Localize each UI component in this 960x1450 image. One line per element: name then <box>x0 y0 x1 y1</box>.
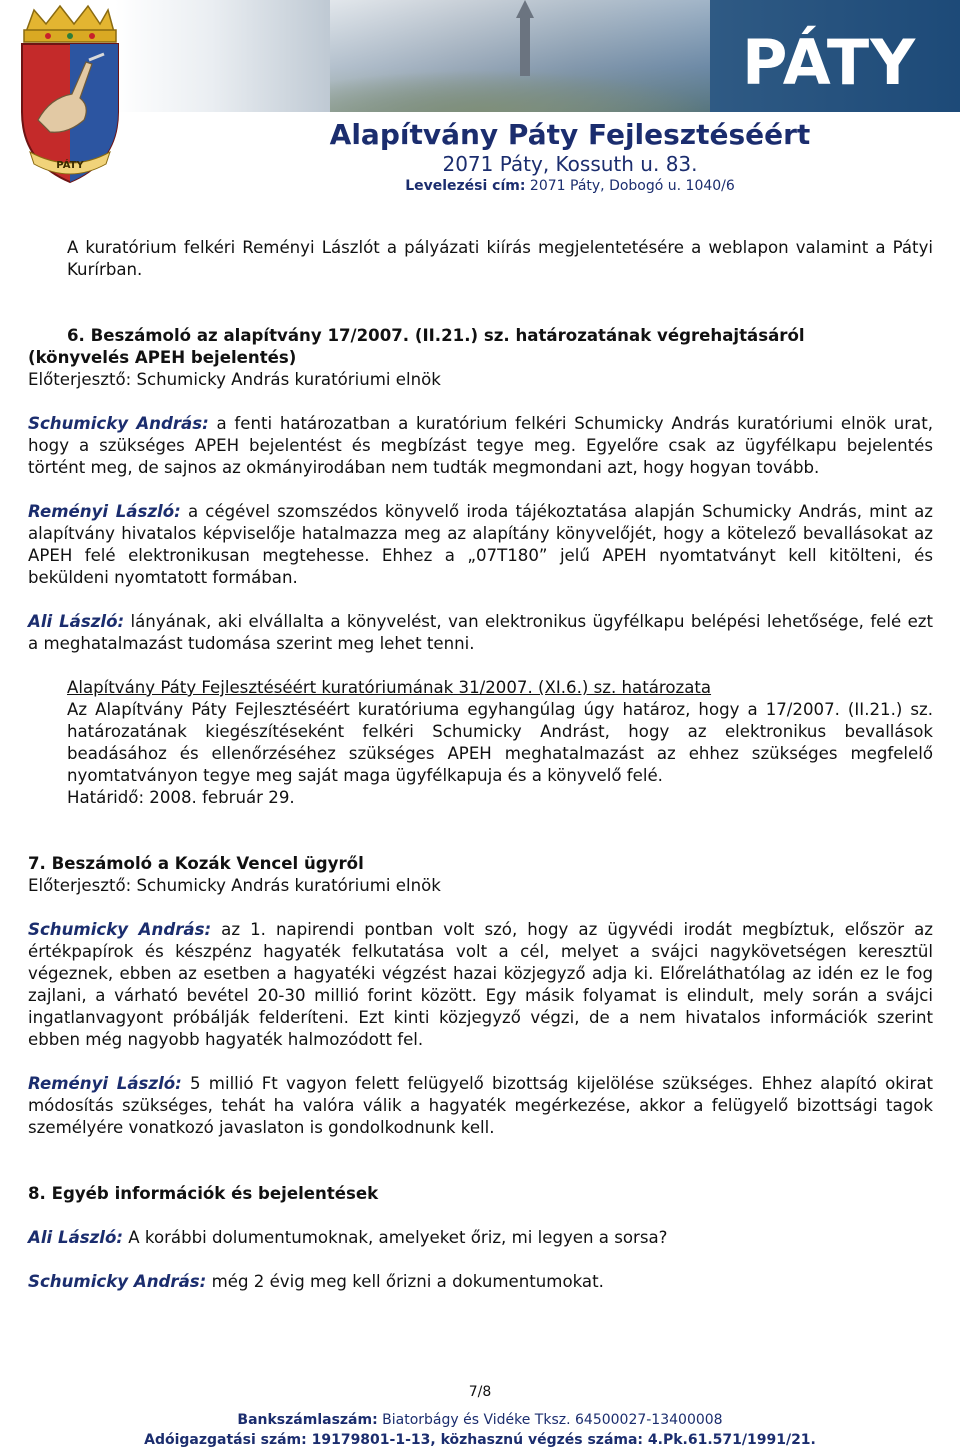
section-8-paragraph-2 <box>28 1271 933 1293</box>
speaker-name: Schumicky András: <box>28 414 209 433</box>
header-banner <box>0 0 960 112</box>
organization-address: 2071 Páty, Kossuth u. 83. <box>442 152 698 176</box>
speaker-name: Ali László: <box>28 1228 124 1247</box>
section-6-subheading: (könyvelés APEH bejelentés) <box>28 348 297 367</box>
section-7-presenter: Előterjesztő: Schumicky András kuratóriumi elnök <box>28 876 441 895</box>
section-8-paragraph-1 <box>28 1227 933 1249</box>
section-6-paragraph-3 <box>28 611 933 655</box>
section-7-heading: 7. Beszámoló a Kozák Vencel ügyről <box>28 854 364 873</box>
mailing-address-label: Levelezési cím: <box>405 178 526 194</box>
section-6-presenter: Előterjesztő: Schumicky András kuratóriumi elnök <box>28 370 441 389</box>
church-tower <box>520 16 530 76</box>
paragraph-text: 5 millió Ft vagyon felett felügyelő bizottság kijelölése szükséges. Ehhez alapító okirat módosítás szükséges, tehát ha valóra válik a hagyaték megérkezése, akkor a felügyelő bizottsági tagok személyére vonatkozó javaslaton is gondolkodnunk kell. <box>28 1074 933 1137</box>
resolution-title: Alapítvány Páty Fejlesztéséért kuratóriumának 31/2007. (XI.6.) sz. határozata <box>67 678 712 697</box>
speaker-name: Reményi László: <box>28 1074 182 1093</box>
paragraph-text: a cégével szomszédos könyvelő iroda tájékoztatása alapján Schumicky András, mint az alapítvány hivatalos képviselője hatalmazza meg az alapítány könyvelőjét, hogy a kötelező bevallásokat az APEH felé elektronikusan megtehesse. Ehhez a „07T180” jelű APEH nyomtatványt kell kitölteni, és beküldeni nyomtatott formában. <box>28 502 934 587</box>
intro-paragraph: A kuratórium felkéri Reményi Lászlót a pályázati kiírás megjelentetésére a weblapon valamint a Pátyi Kurírban. <box>67 238 933 279</box>
speaker-name: Reményi László: <box>28 502 181 521</box>
footer-bank-line <box>0 1412 960 1428</box>
speaker-name: Schumicky András: <box>28 920 212 939</box>
footer-bank-value: Biatorbágy és Vidéke Tksz. 64500027-13400008 <box>377 1412 723 1428</box>
mailing-address-value: 2071 Páty, Dobogó u. 1040/6 <box>529 178 735 194</box>
paragraph-text: A korábbi dolumentumoknak, amelyeket őriz, mi legyen a sorsa? <box>123 1228 668 1247</box>
document-body <box>28 237 933 1293</box>
mailing-address <box>320 178 820 194</box>
paragraph-text: az 1. napirendi pontban volt szó, hogy az ügyvédi irodát megbíztuk, először az értékpapírok és készpénz hagyaték felkutatása volt a cél, melyet a svájci nagykövetségen keresztül végeznek, ebben az esetben a hagyatéki végzést hazai közjegyző adja ki. Előreláthatólag az idén ez le fog zajlani, a várható bevétel 20-30 millió forint között. Egy másik folyamat is elindult, mely során a svájci ingatlanvagyont próbálják felderíteni. Ezt kinti közjegyző végzi, de a nem hivatalos információk szerint ebben még nagyobb hagyaték halmozódott fel. <box>28 920 933 1049</box>
crest-ribbon-text: PÁTY <box>56 160 84 171</box>
footer-tax-line: Adóigazgatási szám: 19179801-1-13, közhasznú végzés száma: 4.Pk.61.571/1991/21. <box>144 1432 816 1448</box>
page-number: 7/8 <box>468 1384 492 1400</box>
paragraph-text: lányának, aki elvállalta a könyvelést, van elektronikus ügyfélkapu belépési lehetősége, felé ezt a meghatalmazást tudomása szerint meg lehet tenni. <box>28 612 933 653</box>
section-6-paragraph-1 <box>28 413 933 479</box>
resolution-deadline: Határidő: 2008. február 29. <box>67 788 295 807</box>
footer-bank-label: Bankszámlaszám: <box>237 1412 378 1428</box>
section-6 <box>67 325 933 347</box>
section-8-heading: 8. Egyéb információk és bejelentések <box>28 1184 379 1203</box>
speaker-name: Schumicky András: <box>28 1272 207 1291</box>
section-7-paragraph-2 <box>28 1073 933 1139</box>
section-6-heading: 6. Beszámoló az alapítvány 17/2007. (II.21.) sz. határozatának végrehajtásáról <box>67 326 805 345</box>
section-6-paragraph-2 <box>28 501 933 589</box>
organization-title: Alapítvány Páty Fejlesztéséért <box>329 118 811 151</box>
paragraph-text: a fenti határozatban a kuratórium felkéri Schumicky András kuratóriumi elnök urat, hogy a szükséges APEH bejelentést és megbízást tegye meg. Egyelőre csak az ügyfélkapu bejelentés történt meg, de sajnos az okmányirodában nem tudták megmondani azt, hogy hogyan tovább. <box>28 414 933 477</box>
town-hills <box>330 70 710 112</box>
coat-of-arms-icon <box>8 2 126 192</box>
brand-logo-text: PÁTY <box>742 26 917 99</box>
paragraph-text: még 2 évig meg kell őrizni a dokumentumokat. <box>206 1272 604 1291</box>
speaker-name: Ali László: <box>28 612 125 631</box>
resolution-block <box>67 677 933 809</box>
section-7-paragraph-1 <box>28 919 933 1051</box>
resolution-text: Az Alapítvány Páty Fejlesztéséért kuratóriuma egyhangúlag úgy határoz, hogy a 17/2007. (II.21.) sz. határozatának kiegészítéseként felkéri Schumicky Andrást, hogy az elektronikus bevallások beadásához és ellenőrzéséhez szükséges APEH meghatalmazást az ehhez szükséges megfelelő nyomtatványon tegye meg saját maga ügyfélkapuja és a könyvelő felé. <box>67 700 933 785</box>
